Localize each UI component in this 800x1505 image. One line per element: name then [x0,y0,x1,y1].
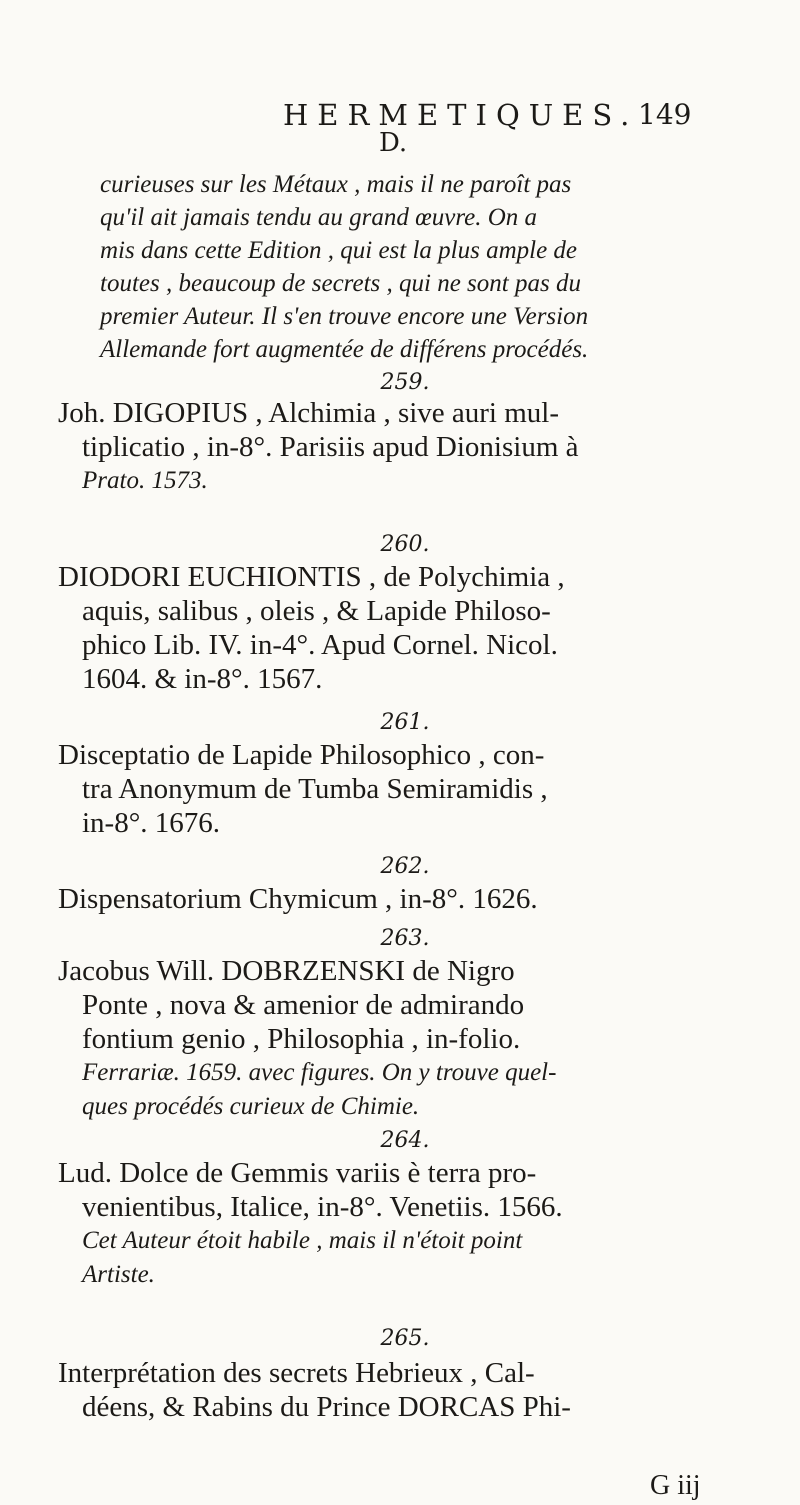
entry-note: Artiste. [82,1261,155,1288]
signature-mark: D. [379,128,408,158]
entry-line: phico Lib. IV. in-4°. Apud Cornel. Nicol. [82,629,558,661]
entry-number: 265. [380,1326,430,1351]
note-line: toutes , beaucoup de secrets , qui ne sont pas du [100,270,581,297]
entry-line: DIODORI EUCHIONTIS , de Polychimia , [58,561,565,593]
entry-number: 261. [380,710,430,735]
entry-number: 264. [380,1128,430,1153]
entry-line: Dispensatorium Chymicum , in-8°. 1626. [58,883,538,915]
note-line: premier Auteur. Il s'en trouve encore une Version [100,303,589,330]
entry-line: Disceptatio de Lapide Philosophico , con- [58,739,545,771]
note-line: mis dans cette Edition , qui est la plus ample de [100,237,578,264]
entry-number: 259. [380,370,430,395]
entry-note: Cet Auteur étoit habile , mais il n'étoit point [82,1227,523,1254]
entry-262 [58,882,758,916]
entry-line: tiplicatio , in-8°. Parisiis apud Dionisium à [82,431,579,463]
entry-260 [58,560,758,696]
entry-line: Prato. 1573. [82,467,208,494]
entry-line: Lud. Dolce de Gemmis variis è terra pro- [58,1157,537,1189]
entry-line: Ponte , nova & amenior de admirando [82,989,525,1021]
page-header [0,96,800,156]
entry-261 [58,738,758,840]
entry-line: Jacobus Will. DOBRZENSKI de Nigro [58,955,515,987]
entry-line: Joh. DIGOPIUS , Alchimia , sive auri mul- [58,397,560,429]
entry-line: 1604. & in-8°. 1567. [82,663,323,695]
entry-265 [58,1356,758,1424]
entry-line: fontium genio , Philosophia , in-folio. [82,1023,521,1055]
entry-line: aquis, salibus , oleis , & Lapide Philoso- [82,595,551,627]
page-number: 149 [638,98,692,131]
entry-259 [58,396,758,498]
entry-line: venientibus, Italice, in-8°. Venetiis. 1566. [82,1191,563,1223]
entry-note: ques procédés curieux de Chimie. [82,1093,420,1120]
note-line: curieuses sur les Métaux , mais il ne paroît pas [100,171,572,198]
entry-line: in-8°. 1676. [82,807,221,839]
entry-note: Ferrariæ. 1659. avec figures. On y trouve quel- [82,1059,557,1086]
entry-line: déens, & Rabins du Prince DORCAS Phi- [82,1391,571,1423]
entry-line: tra Anonymum de Tumba Semiramidis , [82,773,548,805]
entry-line: Interprétation des secrets Hebrieux , Cal- [58,1357,535,1389]
note-line: qu'il ait jamais tendu au grand œuvre. On a [100,204,538,231]
running-title: HERMETIQUES. [283,98,639,132]
catchword: G iij [650,1470,701,1501]
entry-263 [58,954,758,1124]
note-line: Allemande fort augmentée de différens procédés. [100,336,589,363]
entry-264 [58,1156,758,1292]
continuation-note [100,168,760,366]
entry-number: 260. [380,532,430,557]
entry-number: 262. [380,854,430,879]
entry-number: 263. [380,926,430,951]
